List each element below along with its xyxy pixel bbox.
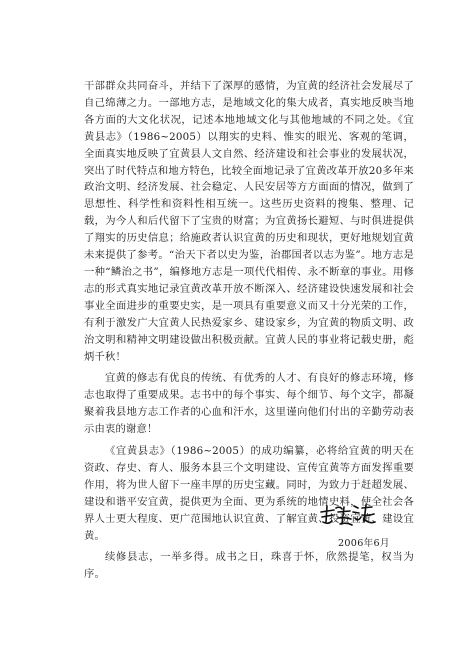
- date: 2006年6月: [338, 538, 390, 549]
- paragraph-3: 《宜黄县志》（1986~2005）的成功编纂，必将给宜黄的明天在资政、存史、育人、服务本县三个文明建设、宣传宜黄等方面发挥重要作用，将为世人留下一座丰厚的历史宝藏。同时，为致力于赶超发展、建设和谐平安宜黄，提供更为全面、更为系统的地情史料，使全社会各界人士更大程度、更广范围地认识宜黄、了解宜黄、投资宜黄、建设宜黄。: [84, 445, 414, 542]
- paragraph-2: 宜黄的修志有优良的传统、有优秀的人才、有良好的修志环境，修志也取得了重要成果。志书中的每个事实、每个细节、每个文字，都凝聚着我县地方志工作者的心血和汗水，这里谨向他们付出的辛勤劳动表示由衷的谢意！: [84, 372, 414, 436]
- handwritten-signature: [318, 500, 378, 530]
- paragraph-4: 续修县志，一举多得。成书之日，珠喜于怀，欣然提笔，权当为序。: [84, 551, 414, 581]
- paragraph-1: 干部群众共同奋斗，并结下了深厚的感情，为宜黄的经济社会发展尽了自己绵薄之力。一部地方志，是地域文化的集大成者，真实地反映当地各方面的大文化状况，记述本地地域文化与其他地域的不同之处。《宜黄县志》（1986~2005）以翔实的史料、惟实的眼光、客观的笔调，全面真实地反映了宜黄县人文自然、经济建设和社会事业的发展状况，突出了时代特点和地方特色，比较全面地记录了宜黄改革开放20多年来政治文明、经济发展、社会稳定、人民安居等方方面面的情况，做到了思想性、科学性和资料性相互统一。这些历史资料的搜集、整理、记载，为今人和后代留下了宝贵的财富；为宜黄扬长避短、与时俱进提供了翔实的历史信息；给施政者认识宜黄的历史和现状，更好地规划宜黄未来提供了参考。“治天下者以史为鉴，治郡国者以志为鉴”。地方志是一种“鳞治之书”，编修地方志是一项代代相传、永不断章的事业。用修志的形式真实地记录宜黄改革开放不断深入、经济建设快速发展和社会事业全面进步的重要史实，是一项具有重要意义而又十分光荣的工作，有利于激发广大宜黄人民热爱家乡、建设家乡，为宜黄的物质文明、政治文明和精神文明建设做出积极贡献。宜黄人民的事业将记载史册，彪炳千秋！: [84, 80, 414, 363]
